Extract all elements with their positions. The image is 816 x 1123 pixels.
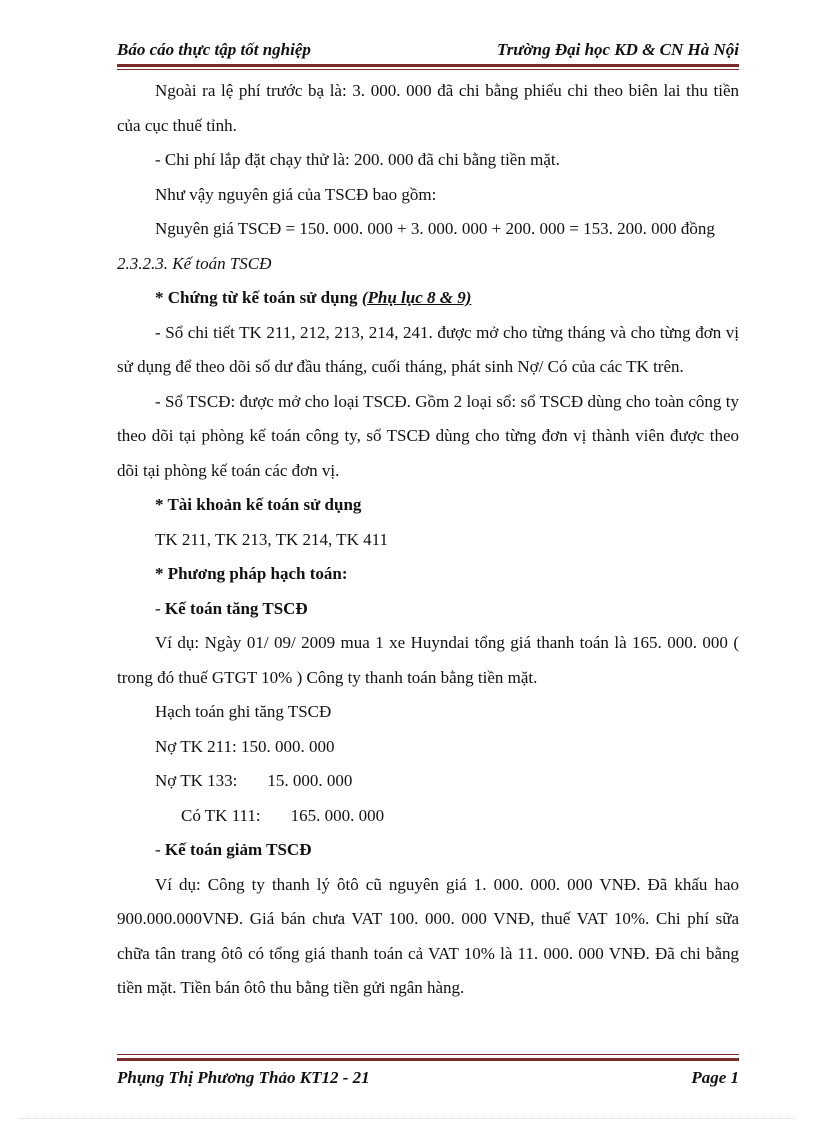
- vouchers-label: * Chứng từ kế toán sử dụng: [155, 288, 358, 307]
- page-footer: [117, 1066, 739, 1092]
- journal-entry-debit-211: Nợ TK 211: 150. 000. 000: [155, 736, 335, 756]
- entry-amount-133: 15. 000. 000: [267, 771, 353, 790]
- decrease-dash: -: [155, 840, 165, 859]
- section-title: 2.3.2.3. Kế toán TSCĐ: [117, 253, 272, 273]
- accounts-heading: * Tài khoản kế toán sử dụng: [155, 495, 362, 514]
- footer-rule-thick: [117, 1058, 739, 1061]
- document-body: [117, 74, 739, 1006]
- paragraph-increase-entry-intro: Hạch toán ghi tăng TSCĐ: [155, 702, 332, 721]
- paragraph-decrease-example: Ví dụ: Công ty thanh lý ôtô cũ nguyên giá 1. 000. 000. 000 VNĐ. Đã khấu hao 900.000.000VNĐ. Giá bán chưa VAT 100. 000. 000 VNĐ, thuế VAT 10%. Chi phí sữa chữa tân trang ôtô có tổng giá thanh toán cả VAT 10% là 11. 000. 000 VNĐ. Đã chi bằng tiền mặt. Tiền bán ôtô thu bằng tiền gửi ngân hàng.: [117, 874, 739, 997]
- paragraph-original-cost-formula: Nguyên giá TSCĐ = 150. 000. 000 + 3. 000. 000 + 200. 000 = 153. 200. 000 đồng: [155, 219, 715, 238]
- entry-account-133: Nợ TK 133:: [155, 771, 238, 790]
- paragraph-detail-ledger: - Sổ chi tiết TK 211, 212, 213, 214, 241. được mở cho từng tháng và cho từng đơn vị sử dụng để theo dõi số dư đầu tháng, cuối tháng, phát sinh Nợ/ Có của các TK trên.: [117, 322, 739, 376]
- footer-author: Phụng Thị Phương Thảo KT12 - 21: [117, 1068, 370, 1087]
- footer-rule-thin: [117, 1054, 739, 1055]
- header-university-name: Trường Đại học KD & CN Hà Nội: [496, 40, 739, 59]
- journal-entry-debit-133: [117, 764, 739, 799]
- header-rule-thick: [117, 64, 739, 67]
- page-header: [117, 36, 739, 64]
- footer-page-number: Page 1: [691, 1068, 739, 1087]
- paragraph-registration-fee: Ngoài ra lệ phí trước bạ là: 3. 000. 000 đã chi bằng phiếu chi theo biên lai thu tiền của cục thuế tỉnh.: [117, 81, 739, 135]
- increase-dash: -: [155, 598, 165, 618]
- increase-heading: [117, 592, 739, 627]
- vouchers-heading: [117, 281, 739, 316]
- header-rule-thin: [117, 69, 739, 70]
- appendix-reference: (Phụ lục 8 & 9): [361, 288, 472, 307]
- entry-amount-111: 165. 000. 000: [290, 805, 385, 825]
- method-heading: * Phương pháp hạch toán:: [155, 564, 348, 583]
- paragraph-asset-ledger: - Sổ TSCĐ: được mở cho loại TSCĐ. Gồm 2 loại sổ: sổ TSCĐ dùng cho toàn công ty theo dõi tại phòng kế toán công ty, sổ TSCĐ dùng cho từng đơn vị thành viên được theo dõi tại phòng kế toán các đơn vị.: [117, 391, 739, 480]
- header-report-title: Báo cáo thực tập tốt nghiệp: [117, 40, 311, 59]
- decrease-label: Kế toán giảm TSCĐ: [164, 840, 312, 859]
- paragraph-original-cost-intro: Như vậy nguyên giá của TSCĐ bao gồm:: [155, 184, 437, 204]
- entry-account-111: Có TK 111:: [181, 805, 261, 825]
- increase-label: Kế toán tăng TSCĐ: [164, 598, 308, 618]
- paragraph-installation-cost: - Chi phí lắp đặt chạy thử là: 200. 000 đã chi bằng tiền mặt.: [155, 150, 560, 169]
- page-bottom-dotted-edge: [20, 1118, 796, 1119]
- journal-entry-credit-111: [117, 799, 739, 834]
- accounts-list: TK 211, TK 213, TK 214, TK 411: [155, 529, 388, 549]
- decrease-heading: [117, 833, 739, 868]
- paragraph-increase-example: Ví dụ: Ngày 01/ 09/ 2009 mua 1 xe Huyndai tổng giá thanh toán là 165. 000. 000 ( trong đó thuế GTGT 10% ) Công ty thanh toán bằng tiền mặt.: [117, 633, 739, 687]
